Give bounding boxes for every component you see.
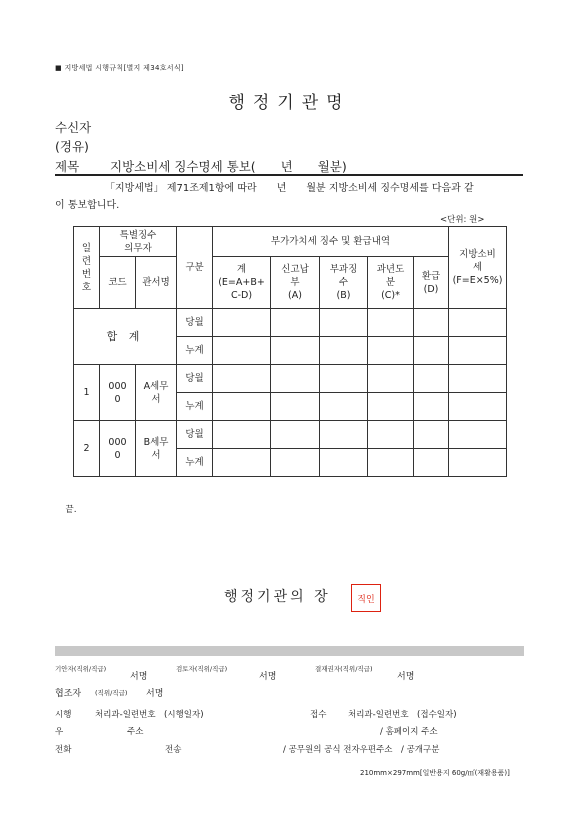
- subject-label: 제목: [55, 159, 80, 174]
- table-cell[interactable]: [213, 365, 271, 393]
- month-label: 당월: [177, 421, 213, 449]
- table-cell[interactable]: [414, 449, 449, 477]
- table-cell[interactable]: [368, 365, 414, 393]
- drafter-sign: 서명: [130, 672, 148, 682]
- reviewer-sign: 서명: [259, 672, 277, 682]
- row-serial: 1: [74, 365, 100, 421]
- table-cell[interactable]: [414, 309, 449, 337]
- body-line-1: 「지방세법」 제71조제1항에 따라 년 월분 지방소비세 징수명세를 다음과 같: [105, 183, 474, 194]
- table-cell[interactable]: [449, 449, 507, 477]
- table-cell[interactable]: [414, 393, 449, 421]
- table-cell[interactable]: [414, 421, 449, 449]
- cooperator-sign: 서명: [146, 689, 164, 699]
- approver-label: 결재권자(직위/직급): [315, 665, 373, 673]
- table-cell[interactable]: [368, 337, 414, 365]
- table-cell[interactable]: [368, 449, 414, 477]
- row-office: A세무 서: [136, 365, 177, 421]
- row-serial: 2: [74, 421, 100, 477]
- row-office: B세무 서: [136, 421, 177, 477]
- month-label: 당월: [177, 365, 213, 393]
- via-label: (경유): [55, 139, 89, 154]
- reviewer-label: 검토자(직위/직급): [176, 665, 228, 673]
- table-cell[interactable]: [368, 309, 414, 337]
- table-cell[interactable]: [368, 421, 414, 449]
- sum-label: 합 계: [74, 309, 177, 365]
- footer-divider-bar: [55, 646, 524, 656]
- cooperator-label: 협조자: [55, 689, 82, 699]
- subject-text: 지방소비세 징수명세 통보( 년 월분): [110, 159, 347, 174]
- phone-label: 전화: [55, 745, 72, 755]
- table-cell[interactable]: [213, 309, 271, 337]
- seal-label: 행정기관의 장: [224, 589, 331, 605]
- table-cell[interactable]: [449, 421, 507, 449]
- recipient-label: 수신자: [55, 120, 92, 135]
- header-code: 코드: [100, 257, 136, 309]
- receipt-detail: 처리과-일련번호 (접수일자): [348, 710, 457, 720]
- unit-label: <단위: 원>: [440, 215, 485, 225]
- paper-size-note: 210mm×297mm[일반용지 60g/㎡(재활용품)]: [360, 769, 510, 777]
- table-cell[interactable]: [414, 365, 449, 393]
- header-total: 계 (E=A+B+ C-D): [213, 257, 271, 309]
- table-cell[interactable]: [271, 365, 320, 393]
- table-cell[interactable]: [320, 309, 368, 337]
- header-overdue: 과년도 분 (C)*: [368, 257, 414, 309]
- table-cell[interactable]: [414, 337, 449, 365]
- end-mark: 끝.: [65, 505, 77, 515]
- header-refund: 환급 (D): [414, 257, 449, 309]
- official-seal-stamp: 직인: [351, 584, 381, 612]
- header-office: 관서명: [136, 257, 177, 309]
- header-local-consumption-tax: 지방소비 세 (F=E×5%): [449, 227, 507, 309]
- tax-collection-table: [73, 226, 507, 477]
- header-vat: 부가가치세 징수 및 환급내역: [213, 227, 449, 257]
- cooperator-role: (직위/직급): [95, 689, 128, 697]
- agency-title: 행정기관명: [228, 93, 351, 113]
- row-code: 000 0: [100, 421, 136, 477]
- homepage-label: / 홈페이지 주소: [380, 727, 438, 737]
- header-serial: 일 련 번 호: [74, 227, 100, 309]
- table-cell[interactable]: [449, 393, 507, 421]
- body-line-2: 이 통보합니다.: [55, 200, 120, 211]
- receipt-label: 접수: [310, 710, 327, 720]
- row-code: 000 0: [100, 365, 136, 421]
- table-row: [74, 309, 507, 337]
- postal-label: 우: [55, 727, 64, 737]
- header-assess: 부과징 수 (B): [320, 257, 368, 309]
- table-cell[interactable]: [271, 393, 320, 421]
- table-cell[interactable]: [368, 393, 414, 421]
- table-cell[interactable]: [213, 421, 271, 449]
- header-agent: 특별징수 의무자: [100, 227, 177, 257]
- table-cell[interactable]: [213, 393, 271, 421]
- month-label: 당월: [177, 309, 213, 337]
- cumulative-label: 누계: [177, 337, 213, 365]
- enforce-detail: 처리과-일련번호 (시행일자): [95, 710, 204, 720]
- header-division: 구분: [177, 227, 213, 309]
- approver-sign: 서명: [397, 672, 415, 682]
- form-reference: ■ 지방세법 시행규칙[별지 제34호서식]: [55, 64, 184, 72]
- table-cell[interactable]: [213, 337, 271, 365]
- subject-divider: [55, 174, 523, 176]
- drafter-label: 기안자(직위/직급): [55, 665, 107, 673]
- email-label: / 공무원의 공식 전자우편주소 / 공개구분: [283, 745, 440, 755]
- enforce-label: 시행: [55, 710, 72, 720]
- table-cell[interactable]: [271, 337, 320, 365]
- table-cell[interactable]: [449, 365, 507, 393]
- table-cell[interactable]: [320, 337, 368, 365]
- table-cell[interactable]: [271, 421, 320, 449]
- header-report: 신고납 부 (A): [271, 257, 320, 309]
- table-cell[interactable]: [449, 309, 507, 337]
- table-cell[interactable]: [320, 393, 368, 421]
- table-cell[interactable]: [320, 421, 368, 449]
- table-cell[interactable]: [213, 449, 271, 477]
- table-cell[interactable]: [271, 449, 320, 477]
- fax-label: 전송: [165, 745, 182, 755]
- table-cell[interactable]: [320, 365, 368, 393]
- table-row: [74, 365, 507, 393]
- table-cell[interactable]: [449, 337, 507, 365]
- cumulative-label: 누계: [177, 393, 213, 421]
- table-cell[interactable]: [271, 309, 320, 337]
- table-row: [74, 421, 507, 449]
- cumulative-label: 누계: [177, 449, 213, 477]
- table-cell[interactable]: [320, 449, 368, 477]
- address-label: 주소: [127, 727, 144, 737]
